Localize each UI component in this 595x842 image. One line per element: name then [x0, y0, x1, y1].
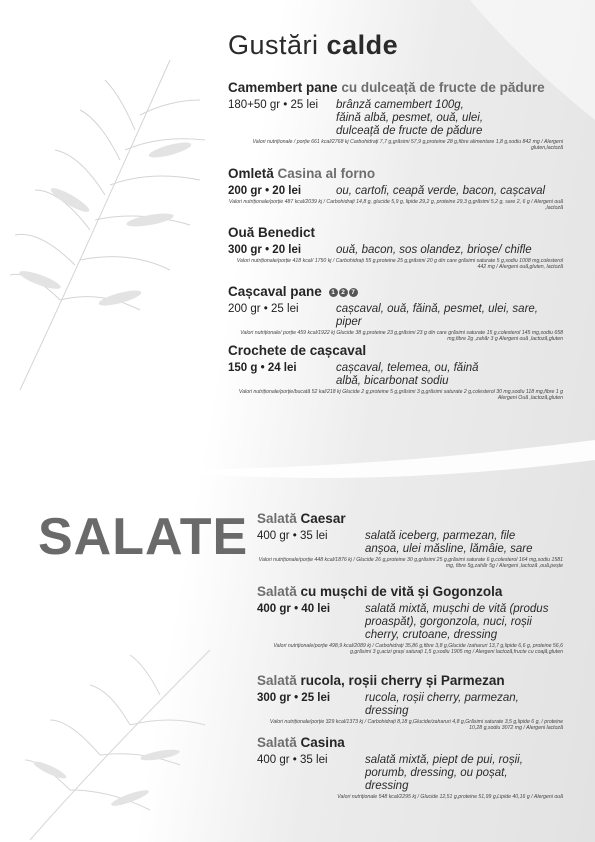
item-row [257, 530, 563, 556]
item-name [228, 166, 563, 182]
item-name-accent: cu dulceață de fructe de pădure [341, 80, 545, 95]
item-description: brânză camembert 100g, făină albă, pesmet, ouă, ulei, dulceață de fructe de pădure [336, 99, 484, 137]
item-name [257, 511, 563, 527]
item-row [228, 362, 563, 388]
item-nutrition: Valori nutriționale/porție 418 kcal/ 1750 kj / Carbohidrați 55 g,proteine 25 g,grăsimi 20 g din care grăsimi saturate 5 g,sodiu 1008 mg,colesterol 442 mg / Alergeni ouă,gluten, lactoză [236, 258, 563, 271]
item-name-accent: Casina al forno [277, 166, 376, 181]
item-name [257, 735, 563, 751]
item-row [257, 754, 563, 793]
item-name-main: Ouă Benedict [228, 225, 316, 240]
item-price: 150 g • 24 lei [228, 362, 297, 374]
menu-item [228, 225, 563, 271]
allergen-badges [329, 284, 358, 299]
salad-word: Salată [257, 584, 297, 599]
item-description: cașcaval, ouă, făină, pesmet, ulei, sare, piper [336, 303, 538, 328]
item-price: 400 gr • 35 lei [257, 530, 328, 542]
item-name [257, 584, 563, 600]
salad-word: Salată [257, 673, 297, 688]
item-description: salată iceberg, parmezan, file anșoa, ulei măsline, lămâie, sare [365, 530, 533, 555]
item-name-main: Cașcaval pane [228, 284, 322, 299]
item-description: salată mixtă, mușchi de vită (produs proaspăt), gorgonzola, nuci, roșii cherry, crutoane, dressing [365, 603, 549, 641]
item-nutrition: Valori nutriționale/porție 448 kcal/1876 kj / Glucide 26 g,proteine 30 g,grăsimi 25 g,grăsimi saturate 6 g,colesterol 164 mg,sodiu 1581 mg, fibre 5g,zahăr 5g / Alergeni ,lactoză ,ouă,pește [258, 557, 563, 570]
item-name [228, 343, 563, 359]
item-row [228, 244, 563, 257]
title-bold: calde [326, 30, 399, 60]
menu-item [228, 166, 563, 212]
item-row [228, 185, 563, 198]
item-nutrition: Valori nutriționale/porție/bucată 52 kal/218 kj Glucide 2 g,proteine 5 g,grăsimi 3 g,grăsimi saturate 2 g,colesterol 30 mg,sodiu 118 mg,fibre 1 g Alergeni Ouă ,lactoză,gluten [238, 389, 563, 402]
item-description: cașcaval, telemea, ou, făină albă, bicarbonat sodiu [336, 362, 479, 387]
item-name-main: Crochete de cașcaval [228, 343, 367, 358]
item-price: 300 gr • 20 lei [228, 244, 302, 256]
menu-item [257, 511, 563, 570]
menu-item [228, 343, 563, 402]
menu-item [257, 673, 563, 732]
item-description: ouă, bacon, sos olandez, brioșe/ chifle [336, 244, 532, 256]
menu-item [228, 80, 563, 152]
item-nutrition: Valori nutriționale/porție 498,9 kcal/2089 kj / Carbohidrați 35,86 g,fibre 3,8 g,Glucide /zaharuri 13,7 g,lipide 6,6 g, proteine 56,6 g,grăsimi 3 g,acizi grași saturați 1,5 g,sodiu 1905 mg / Alergeni lactoză,fructe cu coajă,gluten [273, 643, 563, 656]
item-name [228, 284, 563, 300]
item-name-main: cu mușchi de vită și Gogonzola [300, 584, 503, 599]
item-row [228, 303, 563, 329]
item-description: salată mixtă, piept de pui, roșii, porumb, dressing, ou poșat, dressing [365, 754, 523, 792]
salad-word: Salată [257, 735, 297, 750]
item-nutrition: Valori nutriționale/porție 487 kcal/2039 kj / Carbohidrați 14,8 g, glucide 5,9 g, lipide 29,2 g, proteine 29,3 g,grăsimi 5,2 g, sare 2, 6 g / Alergeni ouă ,lactoză [228, 199, 563, 212]
item-name-main: rucola, roșii cherry și Parmezan [300, 673, 505, 688]
item-price: 400 gr • 40 lei [257, 603, 331, 615]
item-name-main: Caesar [300, 511, 346, 526]
menu-item [228, 284, 563, 343]
item-price: 300 gr • 25 lei [257, 692, 331, 704]
item-price: 200 gr • 25 lei [228, 303, 299, 315]
allergen-badge: 2 [339, 288, 348, 297]
item-description: rucola, roșii cherry, parmezan, dressing [365, 692, 519, 717]
item-name [228, 80, 563, 96]
item-row [257, 603, 563, 642]
item-name-main: Omletă [228, 166, 274, 181]
item-name [228, 225, 563, 241]
allergen-badge: 7 [349, 288, 358, 297]
item-nutrition: Valori nutriționale/porție 329 kcal/1373 kj / Carbohidrați 8,18 g,Glucide/zaharuri 4,8 g,Grăsimi saturate 3,5 g,lipide 6 g, / proteine 10,28 g,sodiu 3072 mg / Alergeni lactoză [269, 719, 563, 732]
item-price: 200 gr • 20 lei [228, 185, 302, 197]
item-nutrition: Valori nutriționale 548 kcal/2295 kj / Glucide 12,51 g,proteine 51,99 g,Lipide 40,16 g / Alergeni ouă [337, 794, 563, 800]
page-title [228, 30, 398, 61]
item-description: ou, cartofi, ceapă verde, bacon, cașcaval [336, 185, 546, 197]
item-row [257, 692, 563, 718]
item-row [228, 99, 563, 138]
item-nutrition: Valori nutriționale / porție 661 kcal/2768 kj Carbohidrați 7,7 g,grăsimi 57,9 g,proteine 28 g,fibre alimentare 1,8 g,sodiu 842 mg / Alergeni gluten,lactoză [252, 139, 563, 152]
item-price: 400 gr • 35 lei [257, 754, 328, 766]
menu-item [257, 584, 563, 656]
allergen-badge: 1 [329, 288, 338, 297]
title-light: Gustări [228, 30, 319, 60]
item-name-main: Casina [300, 735, 345, 750]
item-price: 180+50 gr • 25 lei [228, 99, 319, 111]
item-name-main: Camembert pane [228, 80, 338, 95]
item-nutrition: Valori nutriționale/ porție 459 kcal/1922 kj Glucide 38 g,proteine 23 g,grăsimi 23 g din care grăsimi saturate 15 g,colesterol 145 mg,sodiu 658 mg,fibre 2g ,zahăr 3 g Alergeni ouă ,lactoză,gluten [240, 330, 563, 343]
item-name [257, 673, 563, 689]
section-title-salate: SALATE [38, 508, 249, 566]
menu-item [257, 735, 563, 800]
salad-word: Salată [257, 511, 297, 526]
